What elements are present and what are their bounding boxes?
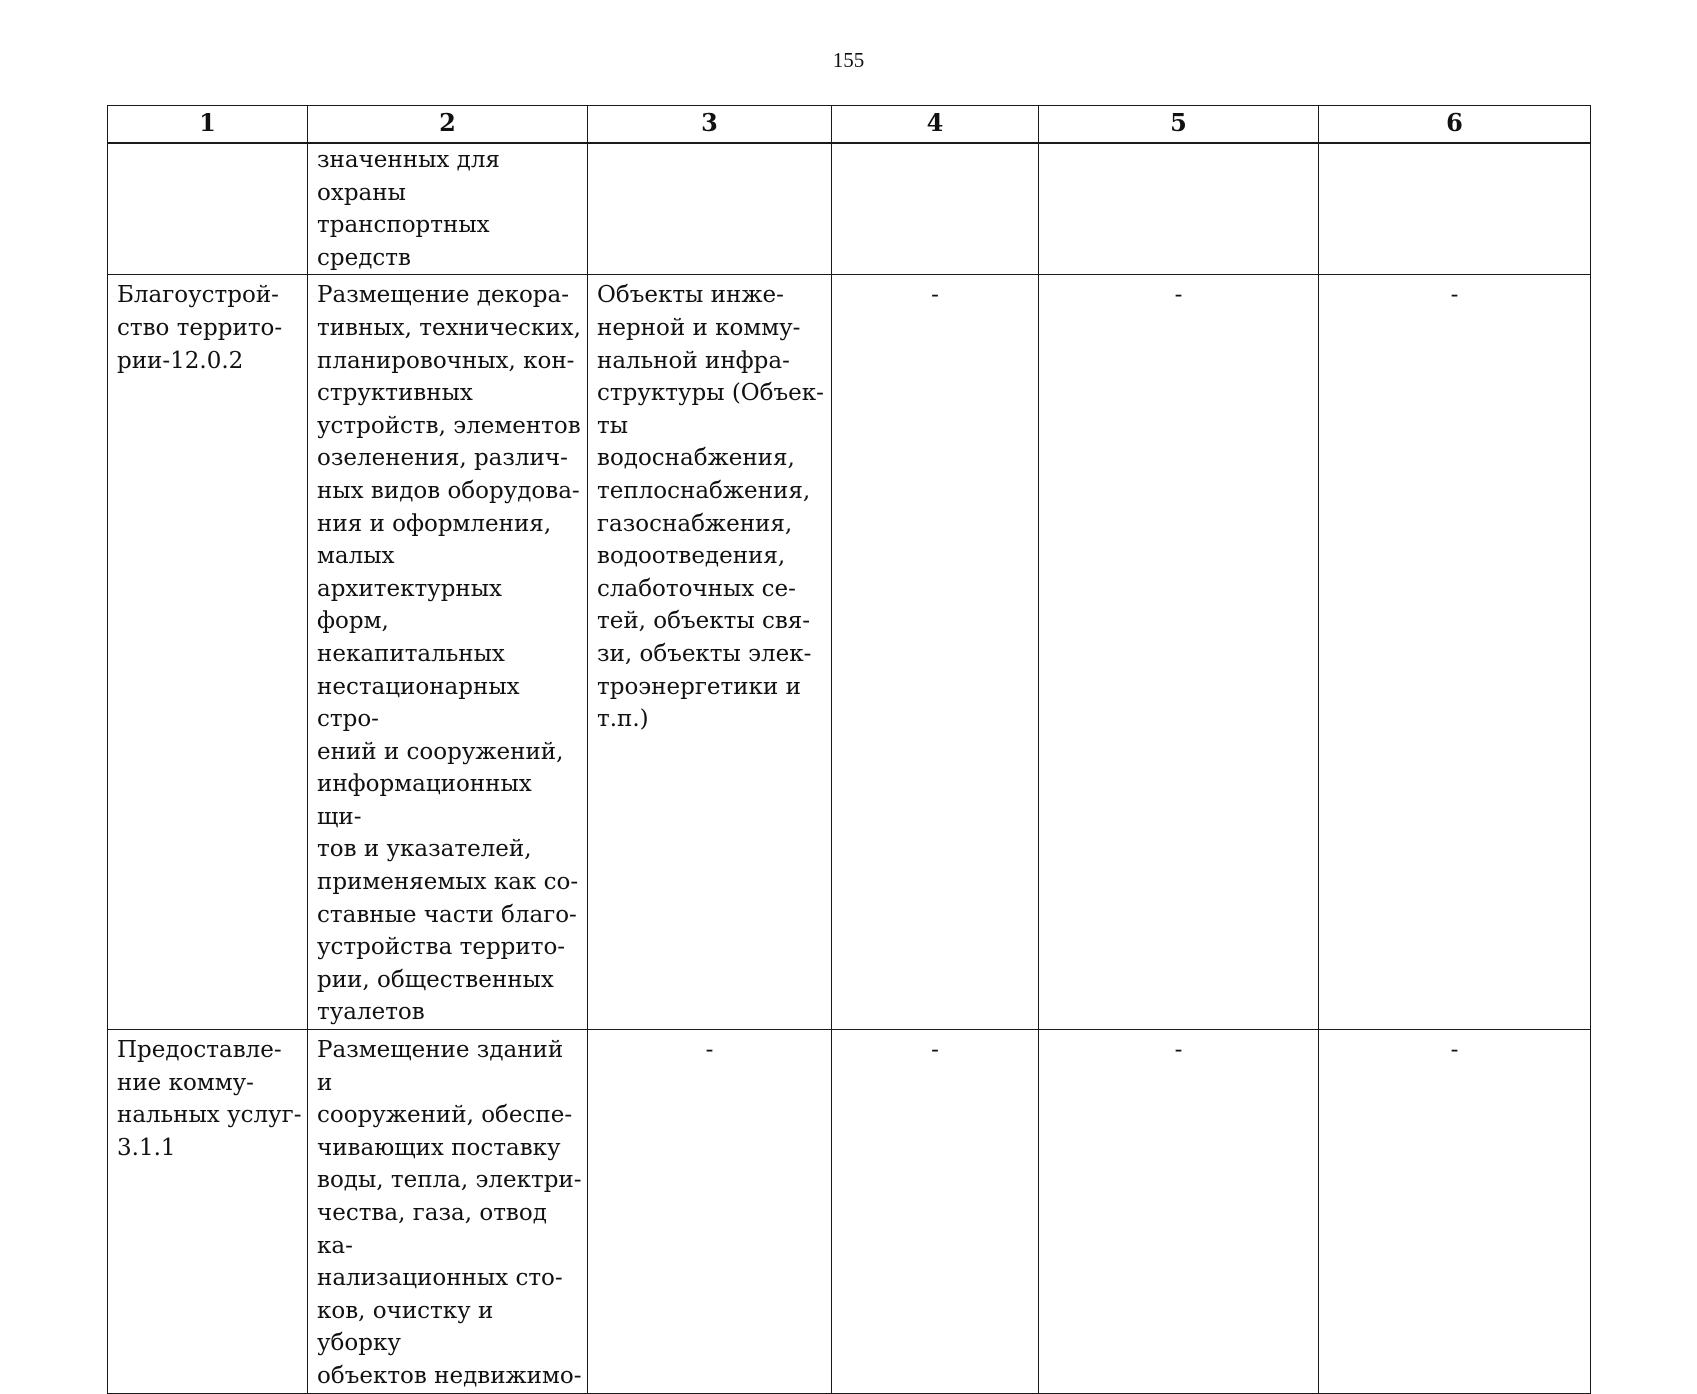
column-header-4: 4	[832, 106, 1039, 144]
cell-use-description: Размещение декора- тивных, технических, планировочных, кон- структивных устройств, элементов озеленения, различ- ных видов оборудова- ния и оформления, малых архитектурных форм, некапитальных нестационарных стро- ений и сооружений, информационных щи- тов и указателей, применяемых как со- ставные части благо- устройства террито- рии, общественных туалетов	[308, 275, 588, 1030]
cell-use-description: Размещение зданий и сооружений, обеспе- чивающих поставку воды, тепла, электри- чества, газа, отвод ка- нализационных сто- ков, очистку и уборку объектов недвижимо-	[308, 1030, 588, 1394]
cell-col-5	[1039, 143, 1319, 275]
cell-col-4: -	[832, 275, 1039, 1030]
cell-col-5: -	[1039, 1030, 1319, 1394]
cell-use-name: Предоставле- ние комму- нальных услуг- 3.1.1	[108, 1030, 308, 1394]
cell-col-6: -	[1319, 275, 1591, 1030]
cell-use-name	[108, 143, 308, 275]
regulation-table	[107, 105, 1591, 1394]
table-row	[108, 143, 1591, 275]
column-header-1: 1	[108, 106, 308, 144]
column-header-2: 2	[308, 106, 588, 144]
cell-col-4: -	[832, 1030, 1039, 1394]
table-row	[108, 275, 1591, 1030]
table-header-row	[108, 106, 1591, 144]
cell-auxiliary-uses	[588, 143, 832, 275]
column-header-6: 6	[1319, 106, 1591, 144]
cell-use-name: Благоустрой- ство террито- рии-12.0.2	[108, 275, 308, 1030]
column-header-3: 3	[588, 106, 832, 144]
cell-col-4	[832, 143, 1039, 275]
table-row	[108, 1030, 1591, 1394]
cell-auxiliary-uses: Объекты инже- нерной и комму- нальной инфра- структуры (Объек- ты водоснабжения, теплоснабжения, газоснабжения, водоотведения, слаботочных се- тей, объекты свя- зи, объекты элек- троэнергетики и т.п.)	[588, 275, 832, 1030]
cell-col-5: -	[1039, 275, 1319, 1030]
cell-auxiliary-uses: -	[588, 1030, 832, 1394]
cell-use-description: значенных для охраны транспортных средств	[308, 143, 588, 275]
page-number: 155	[832, 48, 865, 72]
cell-col-6: -	[1319, 1030, 1591, 1394]
cell-col-6	[1319, 143, 1591, 275]
column-header-5: 5	[1039, 106, 1319, 144]
